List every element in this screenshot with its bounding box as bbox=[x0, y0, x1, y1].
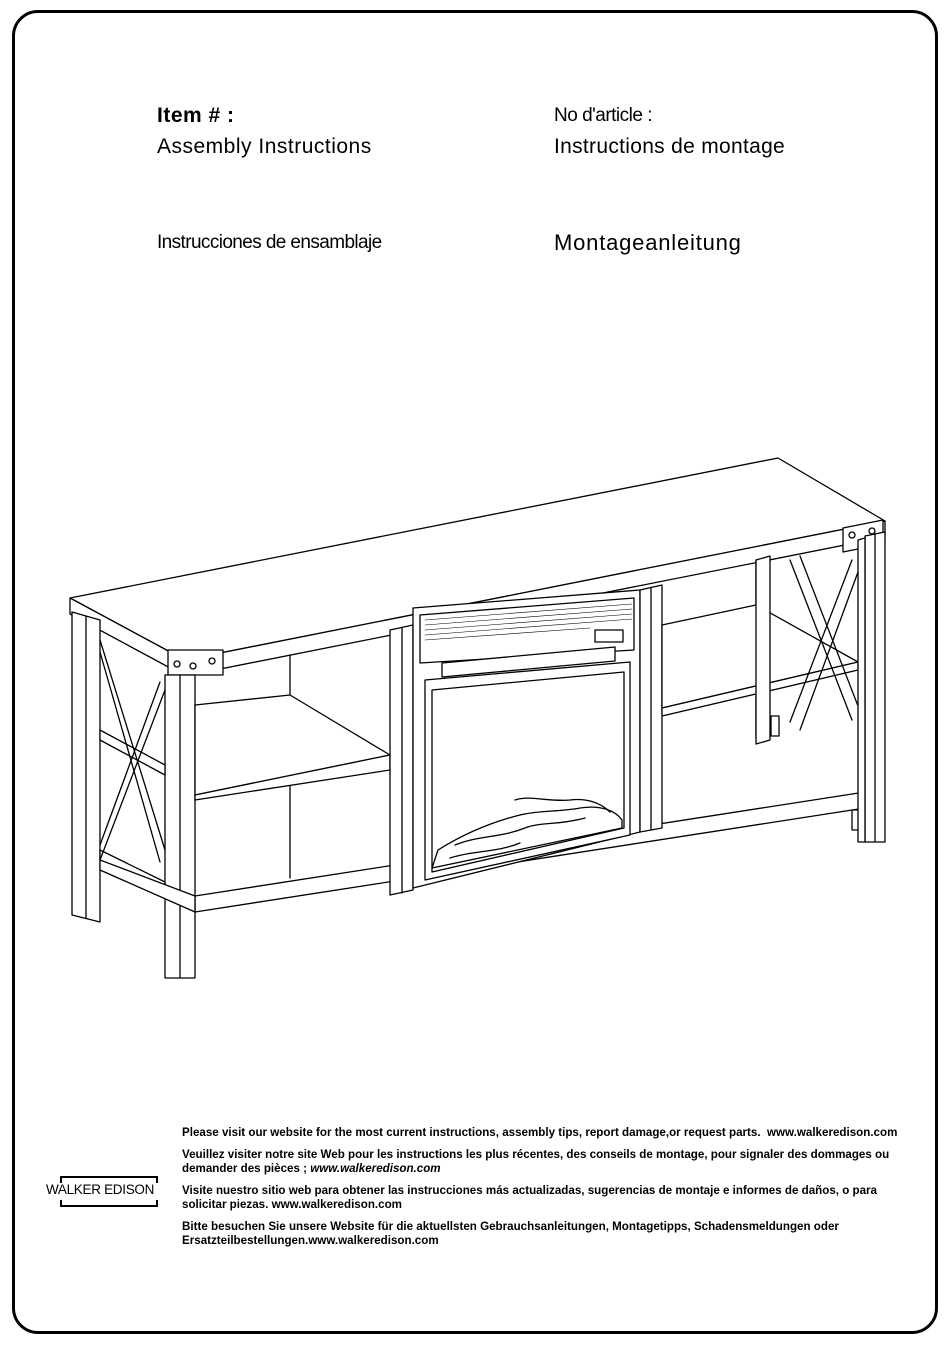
website-link-en[interactable]: www.walkeredison.com bbox=[767, 1126, 898, 1139]
website-link-fr[interactable]: www.walkeredison.com bbox=[310, 1162, 441, 1175]
logo-text: WALKER EDISON bbox=[45, 1182, 155, 1197]
assembly-instructions-en: Assembly Instructions bbox=[157, 135, 372, 158]
assembly-instructions-de: Montageanleitung bbox=[554, 230, 742, 255]
notice-fr-text: Veuillez visiter notre site Web pour les instructions les plus récentes, des conseils de montage, pour signaler des dommages ou demander des pièces ; bbox=[182, 1148, 890, 1175]
notice-de-text: Bitte besuchen Sie unsere Website für die aktuellsten Gebrauchsanleitungen, Montagetipps, Schadensmeldungen oder Ersatzteilbestellungen. bbox=[182, 1220, 839, 1247]
notice-en-text: Please visit our website for the most current instructions, assembly tips, report damage,or request parts. bbox=[182, 1126, 761, 1139]
item-number-label-fr: No d'article : bbox=[554, 105, 653, 126]
notice-fr bbox=[182, 1148, 910, 1176]
tv-stand-with-electric-fireplace-icon bbox=[60, 450, 900, 990]
assembly-instructions-fr: Instructions de montage bbox=[554, 135, 786, 158]
website-link-es[interactable]: www.walkeredison.com bbox=[271, 1198, 402, 1211]
notice-es bbox=[182, 1184, 910, 1212]
notice-es-text: Visite nuestro sitio web para obtener las instrucciones más actualizadas, sugerencias de montaje e informes de daños, o para solicitar piezas. bbox=[182, 1184, 877, 1211]
website-link-de[interactable]: www.walkeredison.com bbox=[308, 1234, 439, 1247]
notice-en bbox=[182, 1126, 910, 1140]
walker-edison-logo bbox=[40, 1176, 160, 1206]
assembly-instructions-es: Instrucciones de ensamblaje bbox=[157, 232, 382, 253]
website-notice bbox=[182, 1126, 910, 1256]
notice-de bbox=[182, 1220, 910, 1248]
item-number-label: Item # : bbox=[157, 104, 235, 127]
